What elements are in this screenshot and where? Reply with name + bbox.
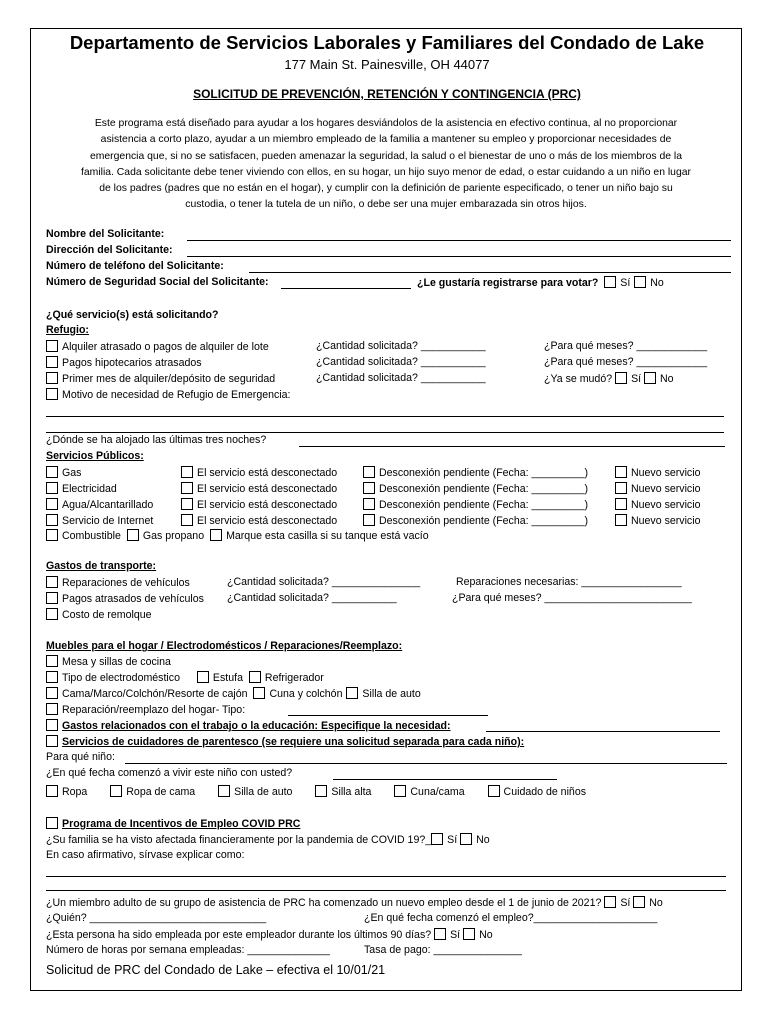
new-service-checkbox[interactable] <box>615 466 627 478</box>
covid-affected-yes-label: Sí <box>447 834 458 846</box>
covid-title: Programa de Incentivos de Empleo COVID PRC <box>62 818 301 830</box>
work-expenses-checkbox[interactable] <box>46 719 58 731</box>
tank-empty-checkbox[interactable] <box>210 529 222 541</box>
pending-checkbox[interactable] <box>363 514 375 526</box>
bed-label: Cama/Marco/Colchón/Resorte de cajón <box>62 688 248 700</box>
vote-label: ¿Le gustaría registrarse para votar? <box>417 277 599 289</box>
bedding-label: Ropa de cama <box>126 786 196 798</box>
pending-checkbox[interactable] <box>363 466 375 478</box>
car-seat-label: Silla de auto <box>362 688 421 700</box>
vote-yes-checkbox[interactable] <box>604 276 616 288</box>
tow-label: Costo de remolque <box>62 609 152 621</box>
new-service-label: Nuevo servicio <box>631 483 701 495</box>
employed90-no-checkbox[interactable] <box>463 928 475 940</box>
deposit-checkbox[interactable] <box>46 372 58 384</box>
childcare-label: Cuidado de niños <box>503 786 587 798</box>
new-service-label: Nuevo servicio <box>631 467 701 479</box>
footer-text: Solicitud de PRC del Condado de Lake – efectiva el 10/01/21 <box>46 963 386 977</box>
utility-row <box>46 498 153 512</box>
moved-label: ¿Ya se mudó? <box>544 373 613 385</box>
applicant-phone-field[interactable] <box>249 272 731 273</box>
employed90-row <box>46 928 493 942</box>
covid-explain-label: En caso afirmativo, sírvase explicar como: <box>46 849 245 861</box>
high-chair-label: Silla alta <box>331 786 372 798</box>
repair-type-field[interactable] <box>288 715 488 716</box>
intro-line: asistencia a corto plazo, ayudar a un miembro empleado de la familia a mantener su empleo y proporcionar necesidades de <box>100 134 672 146</box>
bedding-checkbox[interactable] <box>110 785 122 797</box>
covid-title-row <box>46 817 300 831</box>
fuel-label: Combustible <box>62 530 121 542</box>
vehicle-late-amount: ¿Cantidad solicitada? ___________ <box>227 592 397 604</box>
fridge-label: Refrigerador <box>264 672 324 684</box>
vehicle-late-row <box>46 592 204 606</box>
emergency-reason-line[interactable] <box>46 416 724 417</box>
propane-label: Gas propano <box>142 530 205 542</box>
appliance-label: Tipo de electrodoméstico <box>62 672 180 684</box>
utility-disconnected <box>181 514 337 528</box>
covid-explain-line[interactable] <box>46 890 726 891</box>
utility-new-service <box>615 514 700 528</box>
stove-checkbox[interactable] <box>197 671 209 683</box>
childcare-checkbox[interactable] <box>488 785 500 797</box>
disconnected-label: El servicio está desconectado <box>197 467 338 479</box>
kinship-row <box>46 735 524 749</box>
tow-row <box>46 608 152 622</box>
emergency-reason-checkbox[interactable] <box>46 388 58 400</box>
new-service-label: Nuevo servicio <box>631 515 701 527</box>
utility-pending <box>363 482 588 496</box>
transport-title: Gastos de transporte: <box>46 560 157 572</box>
appliance-checkbox[interactable] <box>46 671 58 683</box>
pay-rate-label: Tasa de pago: _______________ <box>364 944 522 956</box>
start-date-label: ¿En qué fecha comenzó el empleo?_____________________ <box>364 912 658 924</box>
crib2-checkbox[interactable] <box>394 785 406 797</box>
child-name-field[interactable] <box>125 763 727 764</box>
department-title: Departamento de Servicios Laborales y Familiares del Condado de Lake <box>69 32 705 53</box>
utility-label: Electricidad <box>62 483 117 495</box>
utilities-title: Servicios Públicos: <box>46 450 144 462</box>
covid-affected-row <box>46 833 490 847</box>
deposit-label: Primer mes de alquiler/depósito de seguridad <box>62 373 276 385</box>
mortgage-row <box>46 356 202 370</box>
utility-new-service <box>615 482 700 496</box>
vote-no-label: No <box>650 277 664 289</box>
high-chair-checkbox[interactable] <box>315 785 327 797</box>
utility-disconnected <box>181 482 337 496</box>
repair-type-checkbox[interactable] <box>46 703 58 715</box>
mortgage-checkbox[interactable] <box>46 356 58 368</box>
clothes-checkbox[interactable] <box>46 785 58 797</box>
applicant-name-label: Nombre del Solicitante: <box>46 228 165 240</box>
utility-checkbox[interactable] <box>46 514 58 526</box>
stove-label: Estufa <box>212 672 243 684</box>
utility-new-service <box>615 466 700 480</box>
utility-label: Servicio de Internet <box>62 515 154 527</box>
utility-new-service <box>615 498 700 512</box>
propane-checkbox[interactable] <box>127 529 139 541</box>
clothes-label: Ropa <box>62 786 88 798</box>
crib-label: Cuna y colchón <box>269 688 343 700</box>
deposit-amount: ¿Cantidad solicitada? ___________ <box>316 372 486 384</box>
utility-disconnected <box>181 498 337 512</box>
emergency-reason-line[interactable] <box>46 432 724 433</box>
covid-explain-line[interactable] <box>46 876 726 877</box>
vote-question <box>417 276 664 290</box>
kinship-checkbox[interactable] <box>46 735 58 747</box>
vehicle-late-label: Pagos atrasados de vehículos <box>62 593 204 605</box>
mortgage-amount: ¿Cantidad solicitada? ___________ <box>316 356 486 368</box>
fuel-row <box>46 529 429 543</box>
disconnected-label: El servicio está desconectado <box>197 515 338 527</box>
fridge-checkbox[interactable] <box>249 671 261 683</box>
utility-pending <box>363 514 588 528</box>
services-question: ¿Qué servicio(s) está solicitando? <box>46 309 219 321</box>
pending-checkbox[interactable] <box>363 498 375 510</box>
work-expenses-row <box>46 719 451 733</box>
moved-yes-label: Sí <box>631 373 642 385</box>
repair-type-label: Reparación/reemplazo del hogar- Tipo: <box>62 704 246 716</box>
vehicle-repairs-row <box>46 576 190 590</box>
work-expenses-field[interactable] <box>486 731 720 732</box>
utility-checkbox[interactable] <box>46 498 58 510</box>
bed-checkbox[interactable] <box>46 687 58 699</box>
vehicle-repairs-amount: ¿Cantidad solicitada? _______________ <box>227 576 421 588</box>
employed90-yes-label: Sí <box>450 929 461 941</box>
new-job-no-label: No <box>649 897 663 909</box>
moved-no-label: No <box>660 373 674 385</box>
covid-affected-no-label: No <box>476 834 490 846</box>
rent-months: ¿Para qué meses? ____________ <box>544 340 708 352</box>
intro-line: familia. Cada solicitante debe tener viviendo con ellos, en su hogar, un hijo suyo menor de edad, o estar cuidando a un niño en lugar <box>81 166 691 178</box>
utility-disconnected <box>181 466 337 480</box>
new-job-no-checkbox[interactable] <box>633 896 645 908</box>
kitchen-table-checkbox[interactable] <box>46 655 58 667</box>
child-date-label: ¿En qué fecha comenzó a vivir este niño con usted? <box>46 767 293 779</box>
new-service-checkbox[interactable] <box>615 498 627 510</box>
who-label: ¿Quién? ______________________________ <box>46 912 267 924</box>
shelter-title: Refugio: <box>46 324 89 336</box>
moved-no-checkbox[interactable] <box>644 372 656 384</box>
vehicle-repairs-checkbox[interactable] <box>46 576 58 588</box>
car-seat2-checkbox[interactable] <box>218 785 230 797</box>
covid-checkbox[interactable] <box>46 817 58 829</box>
furniture-title: Muebles para el hogar / Electrodomésticos / Reparaciones/Reemplazo: <box>46 640 403 652</box>
disconnected-checkbox[interactable] <box>181 466 193 478</box>
fuel-checkbox[interactable] <box>46 529 58 541</box>
vehicle-repairs-needed: Reparaciones necesarias: _________________ <box>456 576 682 588</box>
disconnected-checkbox[interactable] <box>181 514 193 526</box>
kitchen-table-row <box>46 655 171 669</box>
repair-type-row <box>46 703 245 717</box>
stayed-label: ¿Dónde se ha alojado las últimas tres noches? <box>46 434 267 446</box>
utility-pending <box>363 498 588 512</box>
kinship-items-row <box>46 785 586 799</box>
utility-row <box>46 482 117 496</box>
applicant-ssn-label: Número de Seguridad Social del Solicitante: <box>46 276 269 288</box>
pending-label: Desconexión pendiente (Fecha: _________) <box>379 515 589 527</box>
moved-yes-checkbox[interactable] <box>615 372 627 384</box>
utility-row <box>46 466 81 480</box>
applicant-address-label: Dirección del Solicitante: <box>46 244 173 256</box>
utility-label: Agua/Alcantarillado <box>62 499 154 511</box>
bed-row <box>46 687 421 701</box>
utility-pending <box>363 466 588 480</box>
pending-label: Desconexión pendiente (Fecha: _________) <box>379 467 589 479</box>
employed90-yes-checkbox[interactable] <box>434 928 446 940</box>
form-title: SOLICITUD DE PREVENCIÓN, RETENCIÓN Y CONTINGENCIA (PRC) <box>193 87 581 101</box>
intro-line: Este programa está diseñado para ayudar a los hogares desviándolos de la asistencia en efectivo continua, al no proporcionar <box>94 118 678 129</box>
car-seat-checkbox[interactable] <box>346 687 358 699</box>
new-job-yes-checkbox[interactable] <box>604 896 616 908</box>
vehicle-late-months: ¿Para qué meses? _________________________ <box>452 592 692 604</box>
applicant-name-field[interactable] <box>187 240 731 241</box>
appliance-row <box>46 671 324 685</box>
disconnected-label: El servicio está desconectado <box>197 483 338 495</box>
new-service-checkbox[interactable] <box>615 514 627 526</box>
rent-row <box>46 340 269 354</box>
applicant-phone-label: Número de teléfono del Solicitante: <box>46 260 224 272</box>
utility-row <box>46 514 153 528</box>
intro-line: emergencia que, si no se satisfacen, pueden amenazar la seguridad, la salud o el bienestar de uno o más de los miembros de la <box>89 150 683 162</box>
intro-line: de los padres (padres que no están en el hogar), y cumplir con la definición de pariente especificado, o tener un niño bajo su <box>99 183 673 195</box>
applicant-ssn-field[interactable] <box>281 288 411 289</box>
new-job-row <box>46 896 663 910</box>
disconnected-checkbox[interactable] <box>181 498 193 510</box>
covid-affected-yes-checkbox[interactable] <box>431 833 443 845</box>
moved-question <box>544 372 674 386</box>
employed90-no-label: No <box>479 929 493 941</box>
vote-no-checkbox[interactable] <box>634 276 646 288</box>
utility-checkbox[interactable] <box>46 482 58 494</box>
covid-affected-label: ¿Su familia se ha visto afectada financieramente por la pandemia de COVID 19?_ <box>46 834 432 846</box>
crib-checkbox[interactable] <box>253 687 265 699</box>
tank-note: Marque esta casilla si su tanque está vacío <box>226 530 429 542</box>
crib2-label: Cuna/cama <box>410 786 465 798</box>
utility-checkbox[interactable] <box>46 466 58 478</box>
pending-label: Desconexión pendiente (Fecha: _________) <box>379 499 589 511</box>
new-service-checkbox[interactable] <box>615 482 627 494</box>
utility-label: Gas <box>62 467 82 479</box>
form-page <box>30 28 742 991</box>
kinship-label: Servicios de cuidadores de parentesco (se requiere una solicitud separada para cada niño): <box>62 736 525 748</box>
new-job-label: ¿Un miembro adulto de su grupo de asistencia de PRC ha comenzado un nuevo empleo desde el 1 de junio de 2021? <box>46 897 602 909</box>
department-address: 177 Main St. Painesville, OH 44077 <box>284 57 490 72</box>
car-seat2-label: Silla de auto <box>234 786 293 798</box>
work-expenses-label: Gastos relacionados con el trabajo o la educación: Especifique la necesidad: <box>62 720 451 732</box>
vehicle-late-checkbox[interactable] <box>46 592 58 604</box>
pending-label: Desconexión pendiente (Fecha: _________) <box>379 483 589 495</box>
tow-checkbox[interactable] <box>46 608 58 620</box>
stayed-field[interactable] <box>299 446 725 447</box>
disconnected-checkbox[interactable] <box>181 482 193 494</box>
covid-affected-no-checkbox[interactable] <box>460 833 472 845</box>
employed90-label: ¿Esta persona ha sido empleada por este empleador durante los últimos 90 días? <box>46 929 432 941</box>
rent-amount: ¿Cantidad solicitada? ___________ <box>316 340 486 352</box>
child-name-label: Para qué niño: <box>46 751 115 763</box>
emergency-reason-row <box>46 388 291 402</box>
rent-label: Alquiler atrasado o pagos de alquiler de lote <box>62 341 269 353</box>
vehicle-repairs-label: Reparaciones de vehículos <box>62 577 190 589</box>
pending-checkbox[interactable] <box>363 482 375 494</box>
vote-yes-label: Sí <box>620 277 631 289</box>
child-date-field[interactable] <box>333 779 557 780</box>
mortgage-months: ¿Para qué meses? ____________ <box>544 356 708 368</box>
intro-line: custodia, o tener la tutela de un niño, o debe ser una mujer embarazada sin otros hijos. <box>185 199 587 211</box>
rent-checkbox[interactable] <box>46 340 58 352</box>
disconnected-label: El servicio está desconectado <box>197 499 338 511</box>
mortgage-label: Pagos hipotecarios atrasados <box>62 357 202 369</box>
new-service-label: Nuevo servicio <box>631 499 701 511</box>
kitchen-table-label: Mesa y sillas de cocina <box>62 656 171 668</box>
applicant-address-field[interactable] <box>187 256 731 257</box>
hours-label: Número de horas por semana empleadas: ______________ <box>46 944 330 956</box>
intro-paragraph <box>39 116 733 214</box>
emergency-reason-label: Motivo de necesidad de Refugio de Emergencia: <box>62 389 291 401</box>
deposit-row <box>46 372 275 386</box>
new-job-yes-label: Sí <box>620 897 631 909</box>
